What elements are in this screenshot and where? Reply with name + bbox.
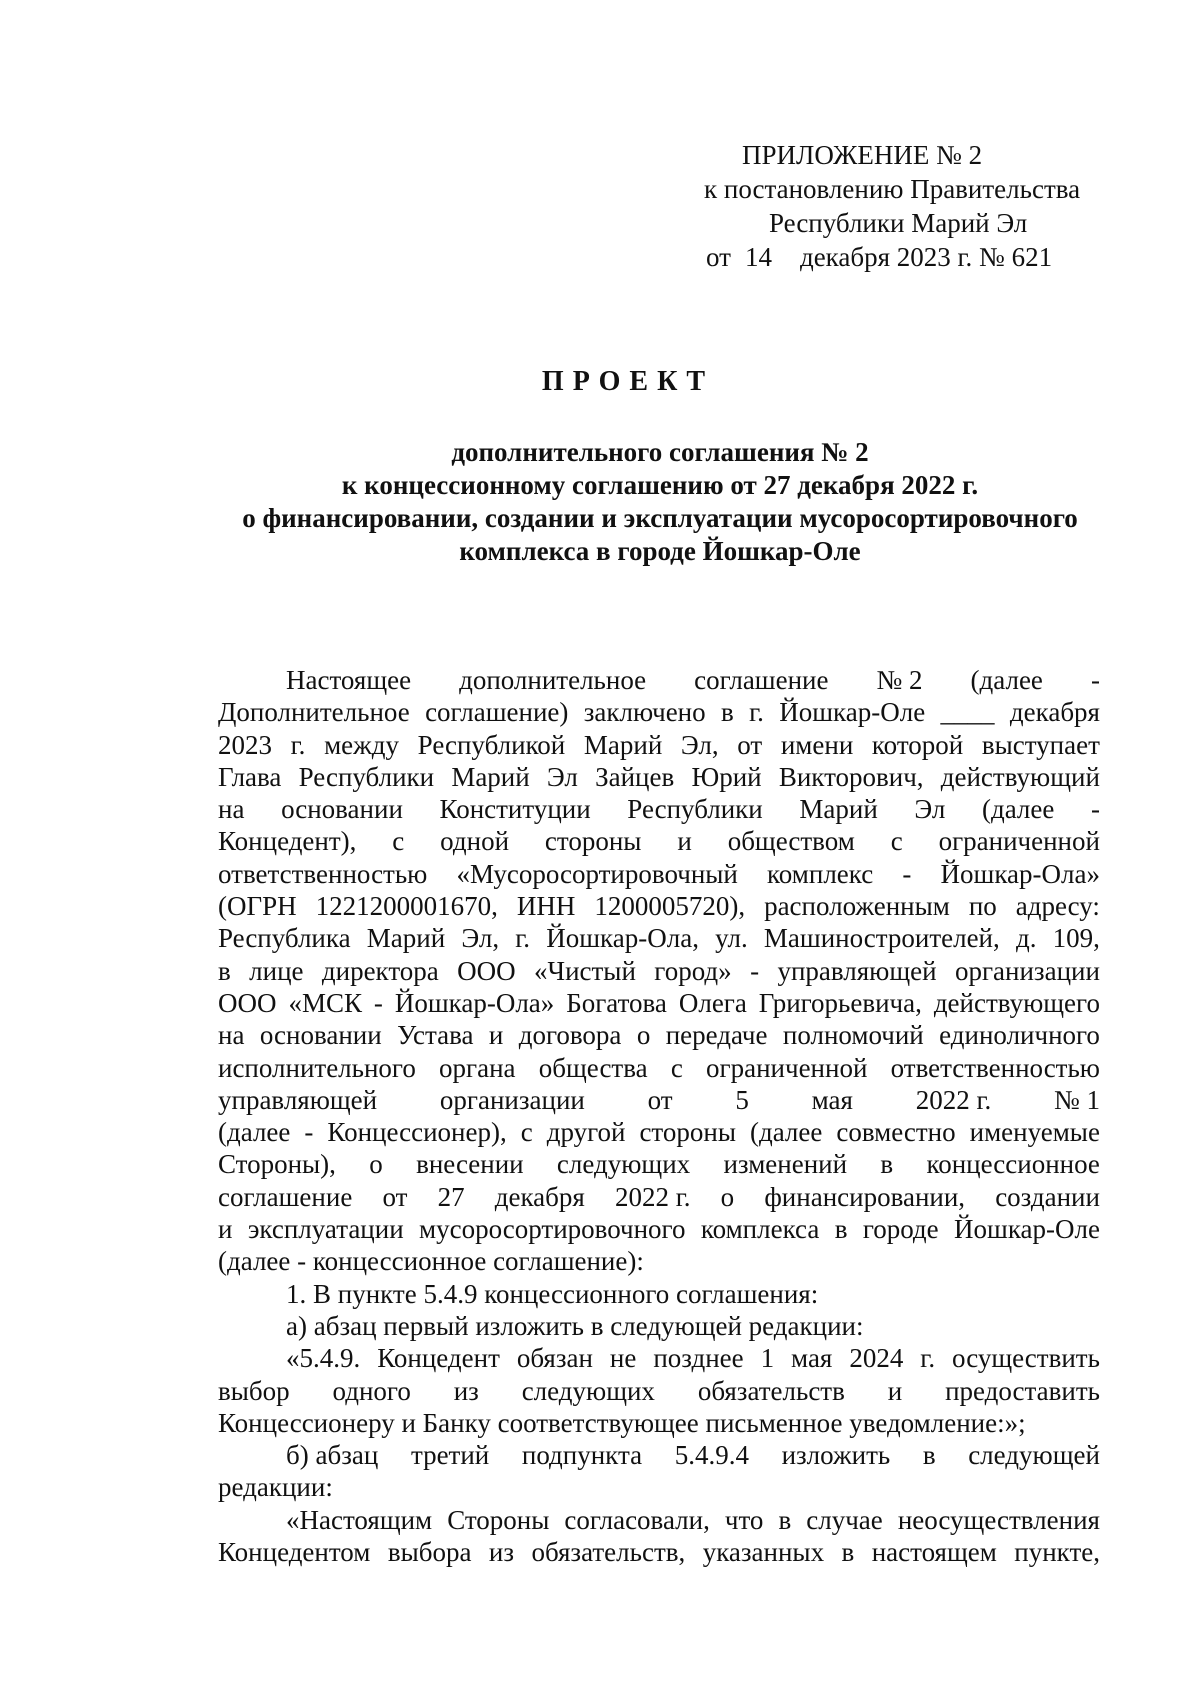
word: ответственностью [890,1052,1100,1083]
word: стороны [639,1117,736,1148]
word: Зайцев [595,761,675,792]
word: д. [1015,923,1037,954]
word: Республикой [417,729,566,760]
word: (ОГРН [218,891,297,922]
word: 5.4.9.4 [674,1440,749,1471]
word: «Настоящим [286,1504,433,1535]
word: о [369,1149,383,1180]
word: и [887,1375,903,1406]
word: Йошкар-Ола» [394,987,555,1018]
word: городе [862,1214,939,1245]
word: позднее [653,1343,744,1374]
word: «Чистый [534,955,636,986]
word: организации [954,955,1100,986]
word: город» [654,955,732,986]
word: от [647,1084,673,1115]
word: изложить [781,1440,891,1471]
quote-line [218,1342,1100,1374]
body-line [218,890,1100,922]
word: г. [290,729,306,760]
word: адресу: [1015,891,1100,922]
body-line [218,1181,1100,1213]
word: основании [281,794,403,825]
word: комплекса [700,1214,820,1245]
body-line [218,1116,1100,1148]
word: следующей [968,1440,1100,1471]
word: стороны [544,826,642,857]
word: именуемые [969,1117,1100,1148]
word: Эл, [680,729,719,760]
title-line: о финансировании, создании и эксплуатации мусоросортировочного [242,503,1078,533]
word: эксплуатации [247,1214,404,1245]
word: Григорьевича, [758,987,922,1018]
word: не [609,1343,637,1374]
body-line: (далее - концессионное соглашение): [218,1246,644,1277]
appendix-header [660,138,1100,274]
word: Концессионер), [327,1117,507,1148]
body-line [218,1052,1100,1084]
word: осуществить [952,1343,1100,1374]
word: Йошкар-Ола, [546,923,699,954]
word: изменений [723,1149,848,1180]
word: что [724,1504,764,1535]
word: г. [749,697,764,728]
word: основании [259,1020,382,1051]
word: выступает [981,729,1100,760]
word: дополнительное [459,665,647,695]
word: от [382,1181,408,1212]
word: декабря [494,1181,585,1212]
word: указанных [702,1537,825,1568]
word: предоставить [945,1375,1100,1406]
word: обязательств [697,1375,845,1406]
word: г. [515,923,531,954]
word: Марий [451,761,530,792]
word: Конституции [439,794,591,825]
word: Эл [914,794,946,825]
document-heading: ПРОЕКТ [541,366,715,397]
word: мая [811,1084,853,1115]
word: согласовали, [564,1504,710,1535]
word: директора [321,955,439,986]
quote-line [218,1536,1100,1568]
word: Викторович, [778,761,924,792]
word: и [218,1214,233,1245]
word: на [218,794,245,825]
word: Марий [799,794,878,825]
word: Эл [546,761,578,792]
word: внесении [416,1149,524,1180]
word: 109, [1052,923,1100,954]
word: лице [249,955,304,986]
word: обязательств, [531,1537,686,1568]
word: настоящем [871,1537,997,1568]
body-line [218,729,1100,761]
word: Стороны [447,1504,550,1535]
word: из [453,1375,479,1406]
word: соглашение [694,665,829,695]
word: Устава [397,1020,474,1051]
word: Республики [627,794,763,825]
word: «МСК [288,987,362,1018]
body-line [218,761,1100,793]
word: г. [920,1343,936,1374]
word: (далее [218,1117,291,1148]
document-body [218,664,1100,1568]
word: третий [410,1440,490,1471]
word: управляющей [777,955,937,986]
word: ответственностью [218,858,428,889]
word: - [373,987,383,1018]
word: в [880,1149,894,1180]
word: заключено [583,697,706,728]
body-line [218,1148,1100,1180]
word: договора [518,1020,622,1051]
word: обществом [727,826,855,857]
word: ____ [940,697,995,728]
word: о [720,1181,735,1212]
body-line [218,1084,1100,1116]
word: следующих [521,1375,655,1406]
word: 1221200001670, [315,891,498,922]
word: (далее [981,794,1055,825]
word: ограниченной [706,1052,868,1083]
word: от [737,729,763,760]
item-1: 1. В пункте 5.4.9 концессионного соглашения: [286,1278,819,1309]
word: одного [332,1375,411,1406]
body-line [218,1213,1100,1245]
word: Стороны), [218,1149,336,1180]
word: полномочий [782,1020,924,1051]
word: Республики [298,761,435,792]
word: с [890,826,903,857]
word: 5 [735,1084,749,1115]
word: и [488,1020,504,1051]
word: подпункта [521,1440,643,1471]
word: выбора [387,1537,472,1568]
word: и [677,826,692,857]
word: Глава [218,761,282,792]
word: «Мусоросортировочный [456,858,738,889]
word: в [778,1504,792,1535]
word: Машиностроителей, [763,923,1000,954]
appendix-reference: к постановлению Правительства [704,174,1081,204]
word: с [392,826,405,857]
body-line [218,1019,1100,1051]
word: 2022 г. [614,1181,691,1212]
word: концессионное [926,1149,1100,1180]
word: ООО [218,987,277,1018]
word: в [834,1214,848,1245]
word: Концедент [377,1343,500,1374]
document-title [200,436,1120,568]
word: управляющей [218,1084,378,1115]
word: органа [439,1052,516,1083]
word: следующих [556,1149,691,1180]
word: Дополнительное [218,697,410,728]
word: соглашение) [425,697,569,728]
word: б) абзац [286,1440,379,1471]
body-line: редакции: [218,1472,333,1503]
word: о [636,1020,651,1051]
body-line [218,825,1100,857]
word: в [218,955,231,986]
quote-line: Концессионеру и Банку соответствующее письменное уведомление:»; [218,1407,1026,1438]
word: которой [871,729,964,760]
word: № 2 [876,665,923,695]
appendix-title: ПРИЛОЖЕНИЕ № 2 [742,140,983,170]
word: организации [439,1084,585,1115]
word: 1 [760,1343,775,1374]
word: финансировании, [764,1181,966,1212]
word: действующего [933,987,1100,1018]
word: Эл, [461,923,500,954]
word: создании [995,1181,1100,1212]
word: Юрий [691,761,762,792]
word: декабря [1009,697,1100,728]
word: обязан [516,1343,593,1374]
quote-line [218,1504,1100,1536]
word: имени [780,729,854,760]
word: ООО [457,955,516,986]
body-line [218,987,1100,1019]
word: Настоящее [286,665,412,695]
appendix-date-line [660,240,1100,274]
word: выбор [218,1375,290,1406]
word: из [488,1537,515,1568]
body-line [218,696,1100,728]
word: исполнительного [218,1052,416,1083]
item-1a: а) абзац первый изложить в следующей редакции: [286,1310,864,1341]
word: 2023 [218,729,272,760]
word: Йошкар-Оле [954,1214,1100,1245]
word: пункте, [1014,1537,1100,1568]
word: действующий [940,761,1100,792]
word: в [721,697,734,728]
word: совместно [836,1117,956,1148]
body-line [218,664,1100,696]
word: в [841,1537,855,1568]
word: по [968,891,997,922]
appendix-date-prefix: от [706,242,731,272]
word: Йошкар-Ола» [940,858,1100,889]
word: (далее [749,1117,823,1148]
word: комплекс [767,858,874,889]
item-1b [218,1439,1100,1471]
word: расположенным [764,891,950,922]
word: в [922,1440,936,1471]
word: между [324,729,400,760]
body-line [218,922,1100,954]
word: Концедентом [218,1537,371,1568]
word: с [670,1052,683,1083]
word: Марий [366,923,446,954]
word: - [750,955,760,986]
word: случае [806,1504,883,1535]
appendix-region: Республики Марий Эл [769,208,1028,238]
word: Марий [583,729,663,760]
word: соглашение [218,1181,353,1212]
word: мая [791,1343,833,1374]
body-line [218,955,1100,987]
word: с [520,1117,533,1148]
title-line: комплекса в городе Йошкар-Оле [459,536,861,566]
word: (далее [970,665,1043,695]
word: Республика [218,923,351,954]
word: - [304,1117,314,1148]
body-line [218,858,1100,890]
word: передаче [665,1020,768,1051]
word: 27 [437,1181,465,1212]
word: одной [440,826,510,857]
word: ул. [715,923,748,954]
word: Концедент), [218,826,357,857]
quote-line [218,1375,1100,1407]
word: общества [538,1052,648,1083]
word: - [1090,665,1100,695]
word: - [1091,794,1100,825]
body-line [218,793,1100,825]
word: 2024 [849,1343,904,1374]
word: ограниченной [938,826,1100,857]
word: Йошкар-Оле [779,697,926,728]
word: ИНН [516,891,576,922]
word: «5.4.9. [286,1343,361,1374]
title-line: к концессионному соглашению от 27 декабря 2022 г. [341,470,979,500]
word: Богатова [566,987,667,1018]
word: неосуществления [897,1504,1100,1535]
word: - [902,858,912,889]
word: единоличного [939,1020,1100,1051]
appendix-date-rest: декабря 2023 г. № 621 [799,242,1053,272]
word: 1200005720), [594,891,746,922]
word: другой [546,1117,626,1148]
word: Олега [678,987,747,1018]
word: 2022 г. [915,1084,992,1115]
word: мусоросортировочного [419,1214,686,1245]
word: на [218,1020,245,1051]
appendix-date-day: 14 [744,242,772,272]
title-line: дополнительного соглашения № 2 [451,437,869,467]
word: № 1 [1053,1084,1100,1115]
